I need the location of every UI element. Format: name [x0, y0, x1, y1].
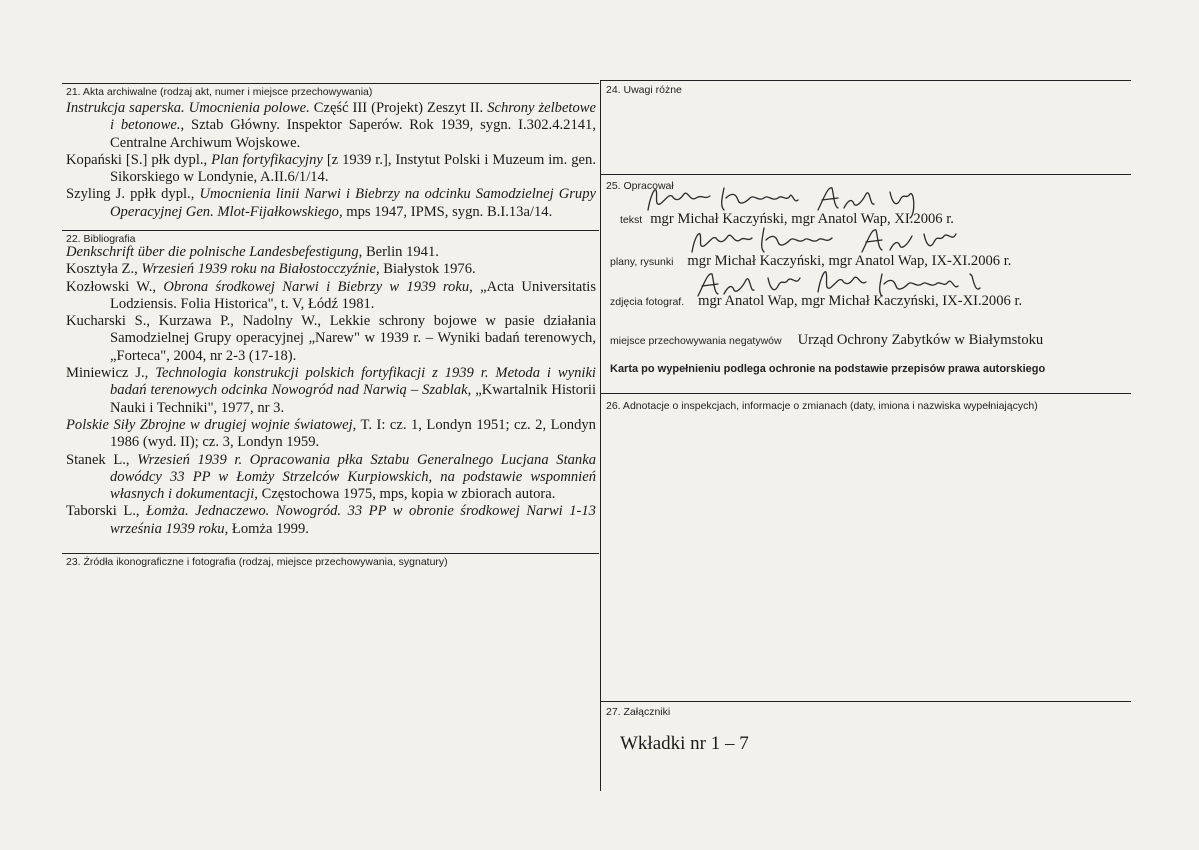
column-divider	[600, 80, 601, 791]
section-25-label: 25. Opracował	[606, 180, 674, 192]
entry-text-run: Łomża 1999.	[228, 520, 309, 537]
entry-text-run: Stanek L.,	[66, 451, 138, 468]
signature-row-tekst	[640, 180, 940, 220]
section-21-label: 21. Akta archiwalne (rodzaj akt, numer i miejsce przechowywania)	[66, 86, 373, 98]
attachments-value: Wkładki nr 1 – 7	[620, 733, 749, 754]
entry-text-run: Częstochowa 1975, mps, kopia w zbiorach autora.	[257, 486, 556, 503]
copyright-note: Karta po wypełnieniu podlega ochronie na podstawie przepisów prawa autorskiego	[610, 363, 1046, 375]
entry-text-run: Kosztyła Z.,	[66, 261, 142, 278]
entry	[66, 417, 596, 452]
signature-row-zdjecia	[692, 264, 1002, 308]
entry	[66, 152, 596, 187]
signature-row-plany	[686, 222, 986, 262]
plany-label: plany, rysunki	[610, 256, 674, 268]
entry-text-run: , Sztab Główny. Inspektor Saperów. Rok 1939, sygn. I.302.4.2141, Centralne Archiwum Wojskowe.	[110, 117, 596, 151]
entry	[66, 100, 596, 152]
entry-text-run: [z 1939 r.], Instytut Polski i Muzeum im. gen. Sikorskiego w Londynie, A.II.6/1/14.	[110, 151, 596, 186]
top-rule-right	[600, 80, 1131, 81]
section-24-label: 24. Uwagi różne	[606, 84, 682, 96]
rule-above-25	[600, 174, 1131, 175]
zdjecia-label: zdjęcia fotograf.	[610, 296, 685, 308]
entry-text-run: Instrukcja saperska. Umocnienia polowe.	[66, 100, 310, 116]
entry	[66, 186, 596, 221]
rule-above-22	[62, 230, 599, 231]
miejsce-label: miejsce przechowywania negatywów	[610, 335, 782, 347]
top-rule-left	[62, 83, 599, 84]
entry	[66, 452, 596, 504]
entry-text-run: Berlin 1941.	[362, 244, 439, 260]
tekst-value: mgr Michał Kaczyński, mgr Anatol Wap, XI.2006 r.	[650, 211, 954, 227]
entry-text-run: Łomża. Jednaczewo. Nowogród. 33 PP w obronie środkowej Narwi 1-13 września 1939 roku,	[110, 503, 596, 537]
entry-text-run: Wrzesień 1939 r. Opracowania płka Sztabu Generalnego Lucjana Stanka dowódcy 33 PP w Łomży Strzelców Kurpiowskich, na podstawie wspomnień własnych i dokumentacji,	[110, 451, 596, 503]
entry-text-run: Denkschrift über die polnische Landesbefestigung,	[66, 244, 363, 260]
entry-text-run: Wrzesień 1939 roku na Białostocczyźnie,	[141, 261, 380, 278]
entry-text-run: Technologia konstrukcji polskich fortyfikacji z 1939 r. Metoda i wyniki badań terenowych odcinka Nowogród nad Narwią – Szablak,	[110, 365, 596, 399]
entry-text-run: T. I: cz. 1, Londyn 1951; cz. 2, Londyn 1986 (wyd. II); cz. 3, Londyn 1959.	[110, 416, 596, 451]
section-26-label: 26. Adnotacje o inspekcjach, informacje o zmianach (daty, imiona i nazwiska wypełniających)	[606, 400, 1038, 412]
entry	[66, 503, 596, 538]
miejsce-value: Urząd Ochrony Zabytków w Białymstoku	[797, 332, 1044, 348]
entry-text-run: Schrony żelbetowe i betonowe.	[110, 100, 596, 134]
entry	[66, 261, 596, 278]
entry-text-run: Taborski L.,	[66, 503, 147, 520]
entry	[66, 244, 596, 261]
section-21-entries	[66, 100, 596, 221]
entry-text-run: Kozłowski W.,	[66, 278, 164, 295]
tekst-label: tekst	[620, 214, 643, 226]
section-22-entries	[66, 244, 596, 538]
entry-text-run: Część III (Projekt) Zeszyt II.	[309, 100, 488, 116]
entry-text-run: Plan fortyfikacyjny	[211, 151, 323, 168]
entry-text-run: Kucharski S., Kurzawa P., Nadolny W., Lekkie schrony bojowe w pasie działania Samodzielnej Grupy operacyjnej „Narew" w 1939 r. – Wyniki badań terenowych, „Forteca", 2004, nr 2-3 (17-18).	[66, 313, 596, 364]
section-22-label: 22. Bibliografia	[66, 233, 136, 245]
rule-above-27	[600, 701, 1131, 702]
entry	[66, 313, 596, 365]
entry-text-run: Szyling J. ppłk dypl.,	[66, 186, 200, 203]
entry	[66, 279, 596, 314]
miejsce-row	[610, 331, 1120, 349]
rule-above-23	[62, 553, 599, 554]
entry-text-run: Obrona środkowej Narwi i Biebrzy w 1939 roku,	[163, 278, 473, 295]
plany-value: mgr Michał Kaczyński, mgr Anatol Wap, IX-XI.2006 r.	[687, 253, 1012, 269]
section-23-label: 23. Źródła ikonograficzne i fotografia (rodzaj, miejsce przechowywania, sygnatury)	[66, 556, 448, 568]
zdjecia-value: mgr Anatol Wap, mgr Michał Kaczyński, IX-XI.2006 r.	[698, 293, 1023, 309]
entry-text-run: mps 1947, IPMS, sygn. B.I.13a/14.	[342, 203, 553, 220]
entry-text-run: Umocnienia linii Narwi i Biebrzy na odcinku Samodzielnej Grupy Operacyjnej Gen. Mlot-Fijałkowskiego,	[110, 186, 596, 220]
entry-text-run: „Kwartalnik Historii Nauki i Techniki", 1977, nr 3.	[110, 382, 596, 416]
entry-text-run: Polskie Siły Zbrojne w drugiej wojnie światowej,	[66, 416, 357, 433]
section-27-label: 27. Załączniki	[606, 706, 671, 718]
entry-text-run: Białystok 1976.	[379, 261, 476, 278]
rule-above-26	[600, 393, 1131, 394]
entry-text-run: Miniewicz J.,	[66, 365, 156, 382]
entry-text-run: Kopański [S.] płk dypl.,	[66, 151, 212, 168]
entry	[66, 365, 596, 417]
entry-text-run: „Acta Universitatis Lodziensis. Folia Historica", t. V, Łódź 1981.	[110, 278, 597, 312]
